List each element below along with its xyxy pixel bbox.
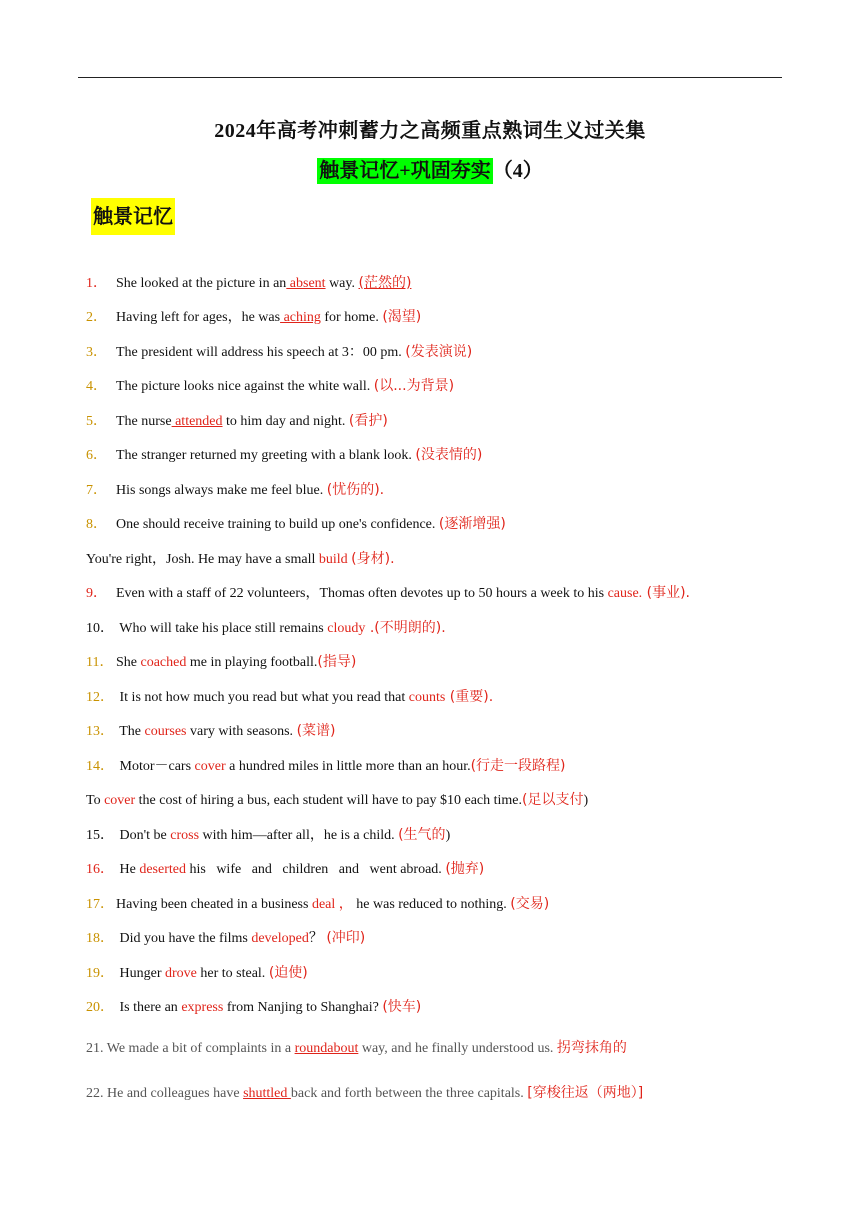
gloss: (菜谱) — [296, 723, 336, 739]
list-item: 11． She coached me in playing football.(指导) — [86, 654, 357, 670]
list-item: 22. He and colleagues have shuttled back and forth between the three capitals. [穿梭往返（两地）] — [86, 1085, 644, 1101]
gloss: (没表情的) — [415, 447, 483, 463]
key-word: counts — [408, 690, 446, 705]
gloss: [穿梭往返（两地）] — [527, 1085, 644, 1101]
document-title: 2024年高考冲刺蓄力之高频重点熟词生义过关集 — [214, 120, 646, 142]
gloss: (发表演说) — [405, 344, 473, 360]
section-heading: 触景记忆 — [91, 198, 175, 235]
gloss: (迫使) — [268, 965, 308, 981]
list-item: 20． Is there an express from Nanjing to Shanghai? (快车) — [86, 999, 422, 1015]
gloss: (看护) — [348, 413, 388, 429]
gloss: (指导) — [317, 654, 357, 670]
document-subtitle — [0, 154, 860, 183]
gloss: (足以支付 — [522, 792, 584, 808]
list-item: 10． Who will take his place still remains cloudy .(不明朗的). — [86, 620, 446, 636]
list-item: 6． The stranger returned my greeting with a blank look. (没表情的) — [86, 447, 483, 463]
key-word: cause. — [607, 586, 643, 601]
list-item: 7． His songs always make me feel blue. (忧伤的). — [86, 482, 385, 498]
key-word: courses — [144, 724, 187, 739]
gloss: (抛弃) — [445, 861, 485, 877]
key-word: cloudy — [327, 621, 366, 636]
gloss: (身材). — [351, 551, 395, 567]
list-item: 15． Don't be cross with him—after all，he is a child. (生气的) — [86, 827, 451, 843]
gloss: (行走一段路程) — [470, 758, 566, 774]
key-word: coached — [140, 655, 187, 670]
subtitle-suffix: （4） — [492, 160, 543, 182]
key-word: deserted — [139, 862, 186, 877]
gloss: (忧伤的). — [326, 482, 385, 498]
key-word: express — [181, 1000, 224, 1015]
list-item: 14． Motor－cars cover a hundred miles in little more than an hour.(行走一段路程) — [86, 758, 566, 774]
key-word: developed — [251, 931, 309, 946]
list-item: You're right，Josh. He may have a small build (身材). — [86, 551, 395, 567]
list-item: 4． The picture looks nice against the white wall. (以...为背景) — [86, 378, 455, 394]
key-word: absent — [286, 276, 326, 291]
key-word: aching — [280, 310, 321, 325]
gloss: (事业). — [642, 585, 691, 601]
gloss: (冲印) — [326, 930, 366, 946]
gloss: (快车) — [382, 999, 422, 1015]
key-word: cover — [104, 793, 136, 808]
gloss: (重要). — [445, 689, 494, 705]
list-item: 16． He deserted his wife and children and went abroad. (抛弃) — [86, 861, 485, 877]
key-word: shuttled — [243, 1086, 291, 1101]
key-word: roundabout — [294, 1041, 359, 1056]
list-item: 1． She looked at the picture in an absent way. (茫然的) — [86, 275, 412, 291]
gloss: (茫然的) — [358, 275, 412, 291]
key-word: build — [318, 552, 348, 567]
key-word: attended — [171, 414, 223, 429]
header-rule — [78, 77, 782, 78]
gloss: (生气的 — [398, 827, 446, 843]
list-item: 13． The courses vary with seasons. (菜谱) — [86, 723, 336, 739]
key-word: drove — [165, 966, 197, 981]
gloss: 拐弯抹角的 — [556, 1040, 627, 1056]
gloss: (交易) — [510, 896, 550, 912]
list-item: 12． It is not how much you read but what you read that counts (重要). — [86, 689, 494, 705]
list-item: 17． Having been cheated in a business deal ， he was reduced to nothing. (交易) — [86, 896, 550, 912]
gloss: (逐渐增强) — [438, 516, 506, 532]
list-item: To cover the cost of hiring a bus, each student will have to pay $10 each time.(足以支付) — [86, 792, 589, 808]
key-word: deal — [311, 897, 336, 912]
gloss: .(不明朗的). — [365, 620, 446, 636]
list-item: 2． Having left for ages，he was aching for home. (渴望) — [86, 309, 422, 325]
key-word: cover — [194, 759, 226, 774]
list-item: 8． One should receive training to build up one's confidence. (逐渐增强) — [86, 516, 506, 532]
list-item: 18． Did you have the films developed？ (冲印) — [86, 930, 366, 946]
list-item: 21. We made a bit of complaints in a roundabout way, and he finally understood us. 拐弯抹角的 — [86, 1040, 627, 1056]
subtitle-highlight: 触景记忆+巩固夯实 — [319, 160, 491, 182]
gloss: (以...为背景) — [373, 378, 455, 394]
list-item: 9． Even with a staff of 22 volunteers，Thomas often devotes up to 50 hours a week to his cause. (事业). — [86, 585, 691, 601]
list-item: 19． Hunger drove her to steal. (迫使) — [86, 965, 308, 981]
gloss: (渴望) — [382, 309, 422, 325]
key-word: cross — [170, 828, 200, 843]
list-item: 5． The nurse attended to him day and night. (看护) — [86, 413, 388, 429]
list-item: 3． The president will address his speech at 3：00 pm. (发表演说) — [86, 344, 473, 360]
